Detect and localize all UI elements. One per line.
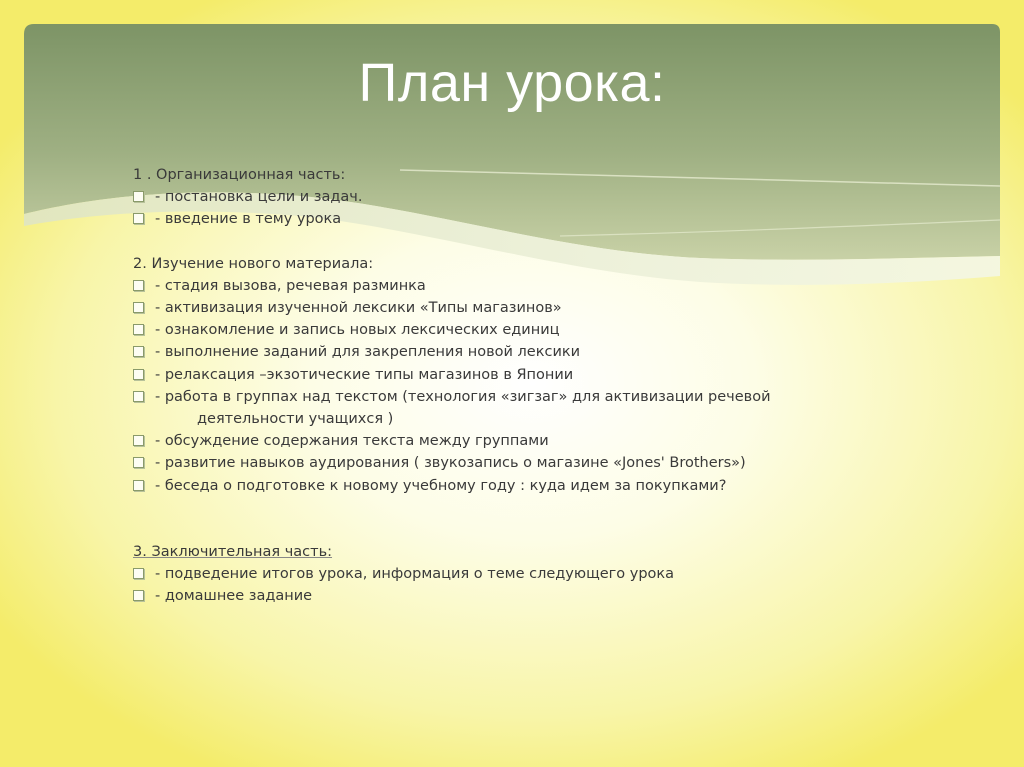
item-list xyxy=(133,186,953,230)
list-item: - активизация изученной лексики «Типы магазинов» xyxy=(133,297,953,319)
section-new-material xyxy=(133,253,953,497)
slide-title: План урока: xyxy=(358,53,666,113)
item-list xyxy=(133,563,953,607)
checkbox-bullet-icon xyxy=(133,280,144,291)
checkbox-bullet-icon xyxy=(133,391,144,402)
list-item-continuation: деятельности учащихся ) xyxy=(197,411,394,428)
section-heading: 3. Заключительная часть: xyxy=(133,543,333,560)
lesson-plan xyxy=(133,164,953,607)
list-item: - домашнее задание xyxy=(133,585,953,607)
section-heading: 2. Изучение нового материала: xyxy=(133,255,374,272)
checkbox-bullet-icon xyxy=(133,346,144,357)
list-item: - релаксация –экзотические типы магазинов в Японии xyxy=(133,364,953,386)
checkbox-bullet-icon xyxy=(133,568,144,579)
checkbox-bullet-icon xyxy=(133,369,144,380)
section-heading: 1 . Организационная часть: xyxy=(133,167,346,183)
item-list xyxy=(133,275,953,497)
list-item: - ознакомление и запись новых лексических единиц xyxy=(133,319,953,341)
list-item: - постановка цели и задач. xyxy=(133,186,953,208)
checkbox-bullet-icon xyxy=(133,191,144,202)
checkbox-bullet-icon xyxy=(133,590,144,601)
list-item: - обсуждение содержания текста между группами xyxy=(133,430,953,452)
list-item: - подведение итогов урока, информация о теме следующего урока xyxy=(133,563,953,585)
section-final xyxy=(133,541,953,608)
list-item: - развитие навыков аудирования ( звукозапись о магазине «Jones' Brothers») xyxy=(133,452,953,474)
checkbox-bullet-icon xyxy=(133,302,144,313)
list-item: - введение в тему урока xyxy=(133,208,953,230)
checkbox-bullet-icon xyxy=(133,324,144,335)
checkbox-bullet-icon xyxy=(133,435,144,446)
checkbox-bullet-icon xyxy=(133,480,144,491)
checkbox-bullet-icon xyxy=(133,457,144,468)
list-item: - работа в группах над текстом (технология «зигзаг» для активизации речевой деятельности учащихся ) xyxy=(133,386,953,430)
list-item: - стадия вызова, речевая разминка xyxy=(133,275,953,297)
checkbox-bullet-icon xyxy=(133,213,144,224)
list-item: - беседа о подготовке к новому учебному году : куда идем за покупками? xyxy=(133,475,953,497)
list-item: - выполнение заданий для закрепления новой лексики xyxy=(133,341,953,363)
section-organizational xyxy=(133,164,953,231)
